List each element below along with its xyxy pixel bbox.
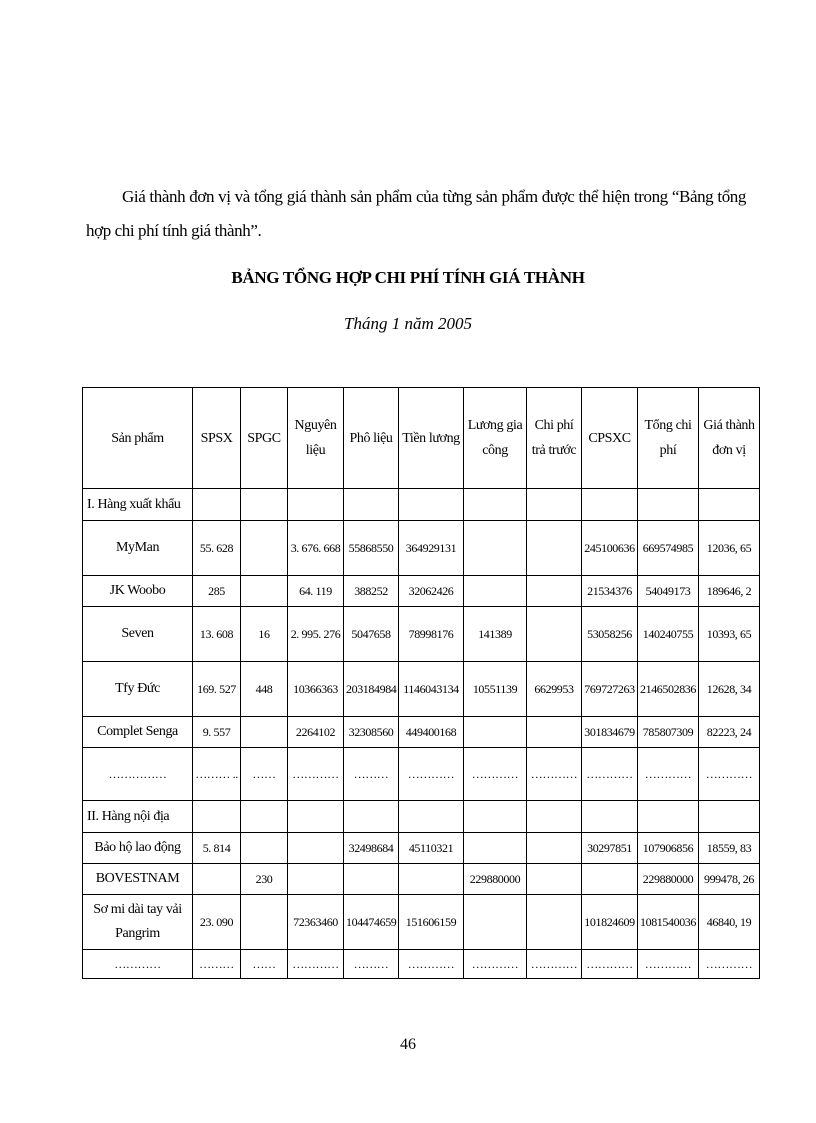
table-row [83, 576, 760, 607]
data-cell: 45110321 [399, 833, 464, 864]
data-cell: ……… [193, 950, 241, 979]
empty-cell [464, 489, 527, 521]
data-cell: …… [241, 950, 288, 979]
table-row [83, 607, 760, 662]
empty-cell [527, 489, 582, 521]
data-cell: 72363460 [288, 895, 344, 950]
data-cell [527, 521, 582, 576]
data-cell [241, 833, 288, 864]
data-cell: ……… [344, 950, 399, 979]
data-cell [464, 521, 527, 576]
data-cell: 230 [241, 864, 288, 895]
data-cell: ………… [464, 748, 527, 801]
empty-cell [193, 801, 241, 833]
data-cell: ……… .. [193, 748, 241, 801]
data-cell: 2146502836 [638, 662, 699, 717]
data-cell: 32308560 [344, 717, 399, 748]
product-cell: Complet Senga [83, 717, 193, 748]
table-row [83, 748, 760, 801]
section-row [83, 489, 760, 521]
table-subtitle: Tháng 1 năm 2005 [344, 314, 472, 333]
data-cell: 388252 [344, 576, 399, 607]
product-cell: BOVESTNAM [83, 864, 193, 895]
empty-cell [344, 489, 399, 521]
product-cell: …………… [83, 748, 193, 801]
table-row [83, 717, 760, 748]
header-row [83, 388, 760, 489]
data-cell: 169. 527 [193, 662, 241, 717]
data-cell [241, 576, 288, 607]
data-cell: ………… [638, 748, 699, 801]
table-title: BẢNG TỔNG HỢP CHI PHÍ TÍNH GIÁ THÀNH [231, 268, 585, 287]
data-cell: 6629953 [527, 662, 582, 717]
data-cell: 769727263 [582, 662, 638, 717]
data-cell: ………… [527, 748, 582, 801]
data-cell: 229880000 [464, 864, 527, 895]
data-cell: ………… [582, 950, 638, 979]
header-cell: Giá thành đơn vị [699, 388, 760, 489]
data-cell [193, 864, 241, 895]
data-cell [241, 895, 288, 950]
data-cell: 141389 [464, 607, 527, 662]
data-cell [464, 833, 527, 864]
cost-summary-table [82, 387, 760, 979]
data-cell: 285 [193, 576, 241, 607]
data-cell: 999478, 26 [699, 864, 760, 895]
data-cell: 12628, 34 [699, 662, 760, 717]
data-cell: ………… [399, 950, 464, 979]
data-cell: 30297851 [582, 833, 638, 864]
data-cell: ……… [344, 748, 399, 801]
data-cell: 5. 814 [193, 833, 241, 864]
header-cell: Chi phí trả trước [527, 388, 582, 489]
data-cell: 1146043134 [399, 662, 464, 717]
data-cell: …… [241, 748, 288, 801]
data-cell: 78998176 [399, 607, 464, 662]
page-number: 46 [400, 1036, 416, 1053]
section-row [83, 801, 760, 833]
data-cell [527, 607, 582, 662]
product-cell: ………… [83, 950, 193, 979]
empty-cell [241, 801, 288, 833]
data-cell [241, 717, 288, 748]
data-cell: 301834679 [582, 717, 638, 748]
data-cell: 140240755 [638, 607, 699, 662]
data-cell [288, 833, 344, 864]
header-cell: Phô liệu [344, 388, 399, 489]
product-cell: Seven [83, 607, 193, 662]
data-cell: 669574985 [638, 521, 699, 576]
section-label: I. Hàng xuất khẩu [83, 489, 193, 521]
data-cell [527, 833, 582, 864]
data-cell: 107906856 [638, 833, 699, 864]
empty-cell [638, 489, 699, 521]
data-cell: 10366363 [288, 662, 344, 717]
empty-cell [288, 489, 344, 521]
data-cell: 16 [241, 607, 288, 662]
header-cell: CPSXC [582, 388, 638, 489]
data-cell: 364929131 [399, 521, 464, 576]
data-cell: ………… [638, 950, 699, 979]
data-cell: 245100636 [582, 521, 638, 576]
data-cell: 46840, 19 [699, 895, 760, 950]
data-cell: 55868550 [344, 521, 399, 576]
data-cell: 151606159 [399, 895, 464, 950]
intro-paragraph: Giá thành đơn vị và tổng giá thành sản phẩm của từng sản phẩm được thể hiện trong “Bảng tổng hợp chi phí tính giá thành”. [86, 187, 746, 240]
header-cell: Tổng chi phí [638, 388, 699, 489]
data-cell [288, 864, 344, 895]
data-cell [527, 895, 582, 950]
data-cell [527, 576, 582, 607]
product-cell: MyMan [83, 521, 193, 576]
empty-cell [582, 489, 638, 521]
product-cell: Bảo hộ lao động [83, 833, 193, 864]
empty-cell [399, 801, 464, 833]
data-cell: 64. 119 [288, 576, 344, 607]
data-cell: 18559, 83 [699, 833, 760, 864]
data-cell [464, 717, 527, 748]
header-cell: Nguyên liệu [288, 388, 344, 489]
data-cell: 32498684 [344, 833, 399, 864]
data-cell: 32062426 [399, 576, 464, 607]
data-cell: 55. 628 [193, 521, 241, 576]
product-cell: Sơ mi dài tay vải Pangrim [83, 895, 193, 950]
data-cell [344, 864, 399, 895]
header-cell: SPGC [241, 388, 288, 489]
data-cell: ………… [582, 748, 638, 801]
section-label: II. Hàng nội địa [83, 801, 193, 833]
data-cell: 10393, 65 [699, 607, 760, 662]
data-cell: 23. 090 [193, 895, 241, 950]
data-cell: ………… [699, 748, 760, 801]
data-cell [527, 864, 582, 895]
data-cell: ………… [699, 950, 760, 979]
data-cell: 2264102 [288, 717, 344, 748]
data-cell: 9. 557 [193, 717, 241, 748]
empty-cell [464, 801, 527, 833]
data-cell: 53058256 [582, 607, 638, 662]
data-cell: 101824609 [582, 895, 638, 950]
empty-cell [241, 489, 288, 521]
data-cell [464, 576, 527, 607]
empty-cell [527, 801, 582, 833]
empty-cell [288, 801, 344, 833]
data-cell: 82223, 24 [699, 717, 760, 748]
data-cell: 785807309 [638, 717, 699, 748]
data-cell: 448 [241, 662, 288, 717]
data-cell [399, 864, 464, 895]
data-cell: 12036, 65 [699, 521, 760, 576]
empty-cell [399, 489, 464, 521]
data-cell: ………… [464, 950, 527, 979]
data-cell: ………… [288, 748, 344, 801]
empty-cell [344, 801, 399, 833]
data-cell: 13. 608 [193, 607, 241, 662]
data-cell [527, 717, 582, 748]
header-cell: Sản phẩm [83, 388, 193, 489]
empty-cell [582, 801, 638, 833]
table-row [83, 833, 760, 864]
data-cell: ………… [288, 950, 344, 979]
empty-cell [699, 801, 760, 833]
table-row [83, 864, 760, 895]
data-cell: 5047658 [344, 607, 399, 662]
header-cell: Lương gia công [464, 388, 527, 489]
data-cell: ………… [527, 950, 582, 979]
product-cell: Tfy Đức [83, 662, 193, 717]
data-cell: 1081540036 [638, 895, 699, 950]
data-cell: 10551139 [464, 662, 527, 717]
product-cell: JK Woobo [83, 576, 193, 607]
data-cell [464, 895, 527, 950]
data-cell: 449400168 [399, 717, 464, 748]
data-cell: 229880000 [638, 864, 699, 895]
data-cell: 104474659 [344, 895, 399, 950]
data-cell: 54049173 [638, 576, 699, 607]
data-cell [241, 521, 288, 576]
empty-cell [638, 801, 699, 833]
data-cell: 203184984 [344, 662, 399, 717]
header-cell: Tiền lương [399, 388, 464, 489]
table-row [83, 895, 760, 950]
table-row [83, 662, 760, 717]
data-cell: ………… [399, 748, 464, 801]
empty-cell [699, 489, 760, 521]
data-cell: 189646, 2 [699, 576, 760, 607]
table-row [83, 950, 760, 979]
empty-cell [193, 489, 241, 521]
data-cell: 2. 995. 276 [288, 607, 344, 662]
table-row [83, 521, 760, 576]
data-cell: 21534376 [582, 576, 638, 607]
header-cell: SPSX [193, 388, 241, 489]
data-cell: 3. 676. 668 [288, 521, 344, 576]
data-cell [582, 864, 638, 895]
